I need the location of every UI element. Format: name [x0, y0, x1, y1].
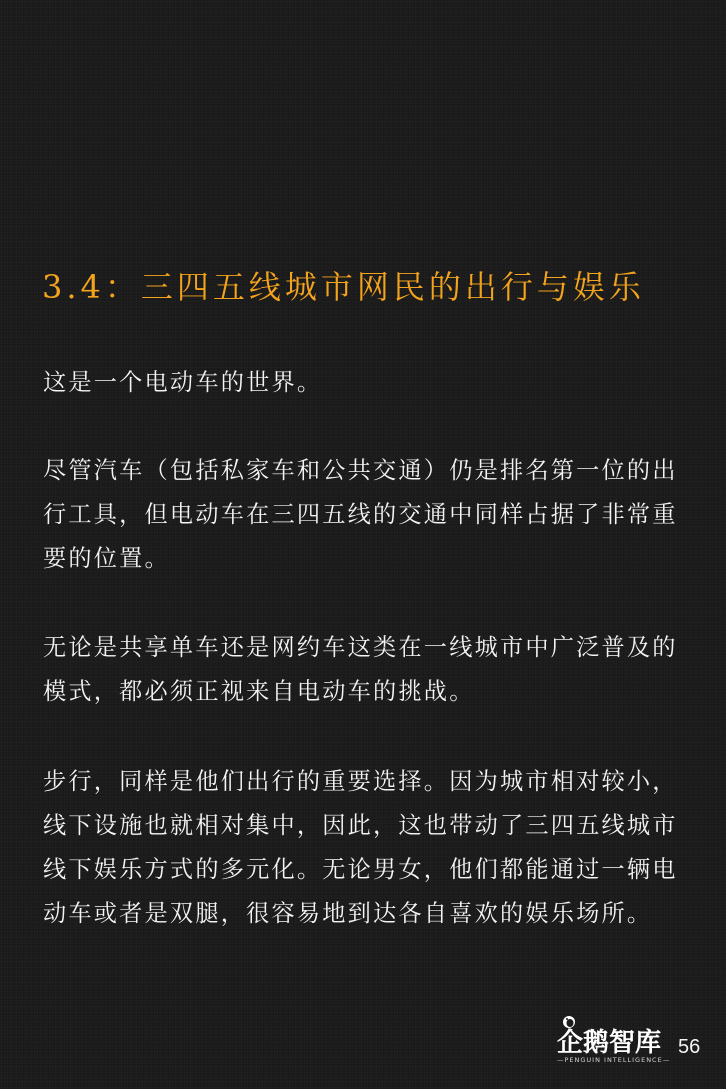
logo-subtitle: —PENGUIN INTELLIGENCE—	[557, 1056, 671, 1064]
penguin-intelligence-logo	[557, 1022, 671, 1074]
page-number: 56	[678, 1036, 701, 1058]
paragraph-walking-entertainment: 步行，同样是他们出行的重要选择。因为城市相对较小，线下设施也就相对集中，因此，这也带动了三四五线城市线下娱乐方式的多元化。无论男女，他们都能通过一辆电动车或者是双腿，很容易地到达各自喜欢的娱乐场所。	[43, 768, 678, 927]
paragraph-intro: 这是一个电动车的世界。	[43, 369, 323, 396]
paragraph-ev-challenge: 无论是共享单车还是网约车这类在一线城市中广泛普及的模式，都必须正视来自电动车的挑战。	[43, 634, 678, 705]
paragraph-ev-importance: 尽管汽车（包括私家车和公共交通）仍是排名第一位的出行工具，但电动车在三四五线的交通中同样占据了非常重要的位置。	[43, 457, 678, 572]
section-title: 3.4：三四五线城市网民的出行与娱乐	[42, 268, 645, 306]
logo-text: 企鹅智库	[557, 1028, 662, 1058]
